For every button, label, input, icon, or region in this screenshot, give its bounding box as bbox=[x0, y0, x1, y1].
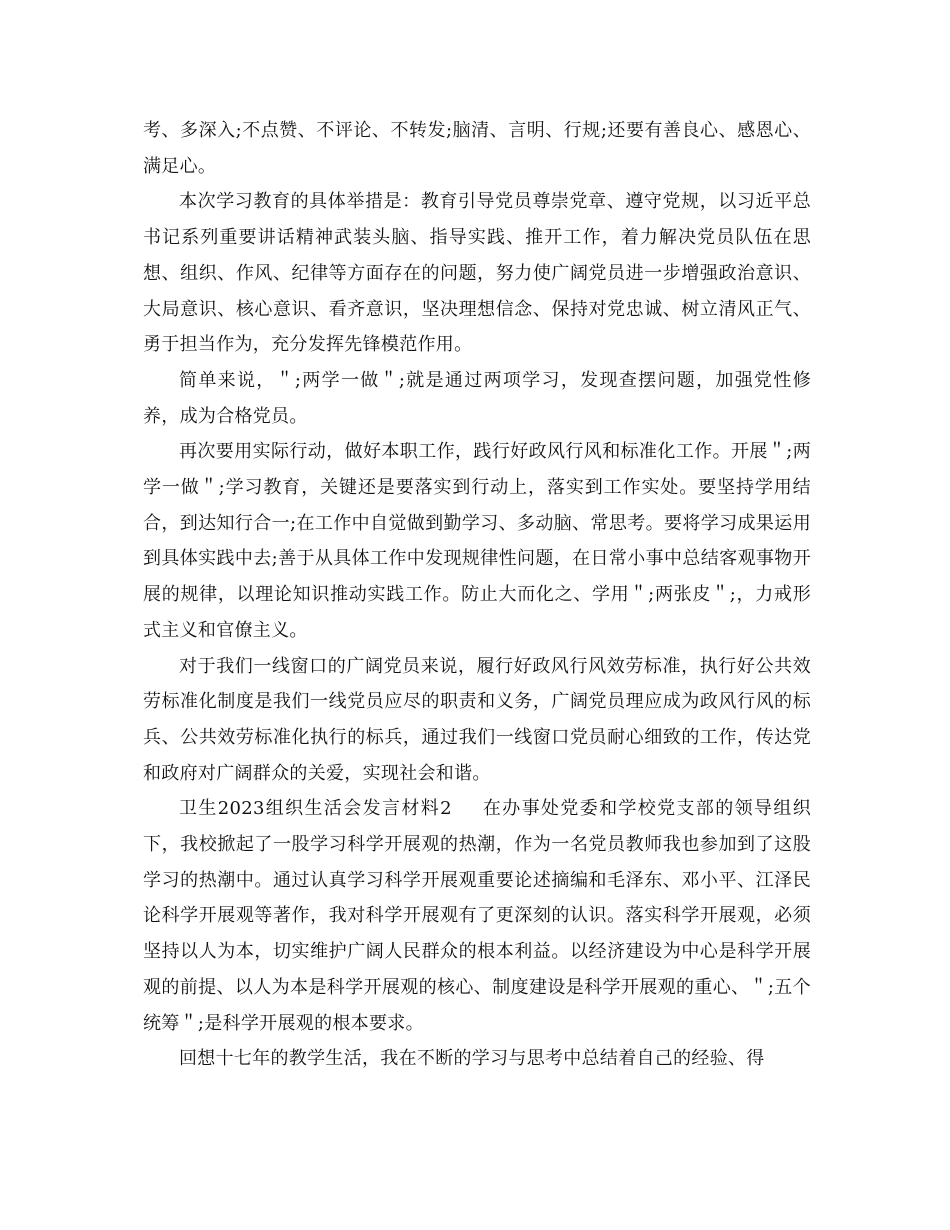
paragraph-2: 本次学习教育的具体举措是：教育引导党员尊崇党章、遵守党规，以习近平总书记系列重要讲话精神武装头脑、指导实践、推开工作，着力解决党员队伍在思想、组织、作风、纪律等方面存在的问题，努力使广阔党员进一步增强政治意识、大局意识、核心意识、看齐意识，坚决理想信念、保持对党忠诚、树立清风正气、勇于担当作为，充分发挥先锋模范作用。 bbox=[143, 191, 811, 356]
paragraph-3: 简单来说，＂;两学一做＂;就是通过两项学习，发现查摆问题，加强党性修养，成为合格党员。 bbox=[143, 369, 811, 427]
paragraph-7: 回想十七年的教学生活，我在不断的学习与思考中总结着自己的经验、得 bbox=[179, 1048, 765, 1070]
paragraph-6 bbox=[143, 791, 811, 1041]
section-body: 在办事处党委和学校党支部的领导组织下，我校掀起了一股学习科学开展观的热潮，作为一名党员教师我也参加到了这股学习的热潮中。通过认真学习科学开展观重要论述摘编和毛泽东、邓小平、江泽民论科学开展观等著作，我对科学开展观有了更深刻的认识。落实科学开展观，必须坚持以人为本，切实维护广阔人民群众的根本利益。以经济建设为中心是科学开展观的前提、以人为本是科学开展观的核心、制度建设是科学开展观的重心、＂;五个统筹＂;是科学开展观的根本要求。 bbox=[143, 798, 811, 1034]
paragraph-5: 对于我们一线窗口的广阔党员来说，履行好政风行风效劳标准，执行好公共效劳标准化制度是我们一线党员应尽的职责和义务，广阔党员理应成为政风行风的标兵、公共效劳标准化执行的标兵，通过我们一线窗口党员耐心细致的工作，传达党和政府对广阔群众的关爱，实现社会和谐。 bbox=[143, 655, 811, 784]
paragraph-4: 再次要用实际行动，做好本职工作，践行好政风行风和标准化工作。开展＂;两学一做＂;学习教育，关键还是要落实到行动上，落实到工作实处。要坚持学用结合，到达知行合一;在工作中自觉做到勤学习、多动脑、常思考。要将学习成果运用到具体实践中去;善于从具体工作中发现规律性问题，在日常小事中总结客观事物开展的规律，以理论知识推动实践工作。防止大而化之、学用＂;两张皮＂;，力戒形式主义和官僚主义。 bbox=[143, 441, 811, 641]
document-body bbox=[143, 113, 811, 1077]
paragraph-1: 考、多深入;不点赞、不评论、不转发;脑清、言明、行规;还要有善良心、感恩心、满足心。 bbox=[143, 120, 811, 177]
section-title: 卫生2023组织生活会发言材料2 bbox=[179, 798, 452, 820]
